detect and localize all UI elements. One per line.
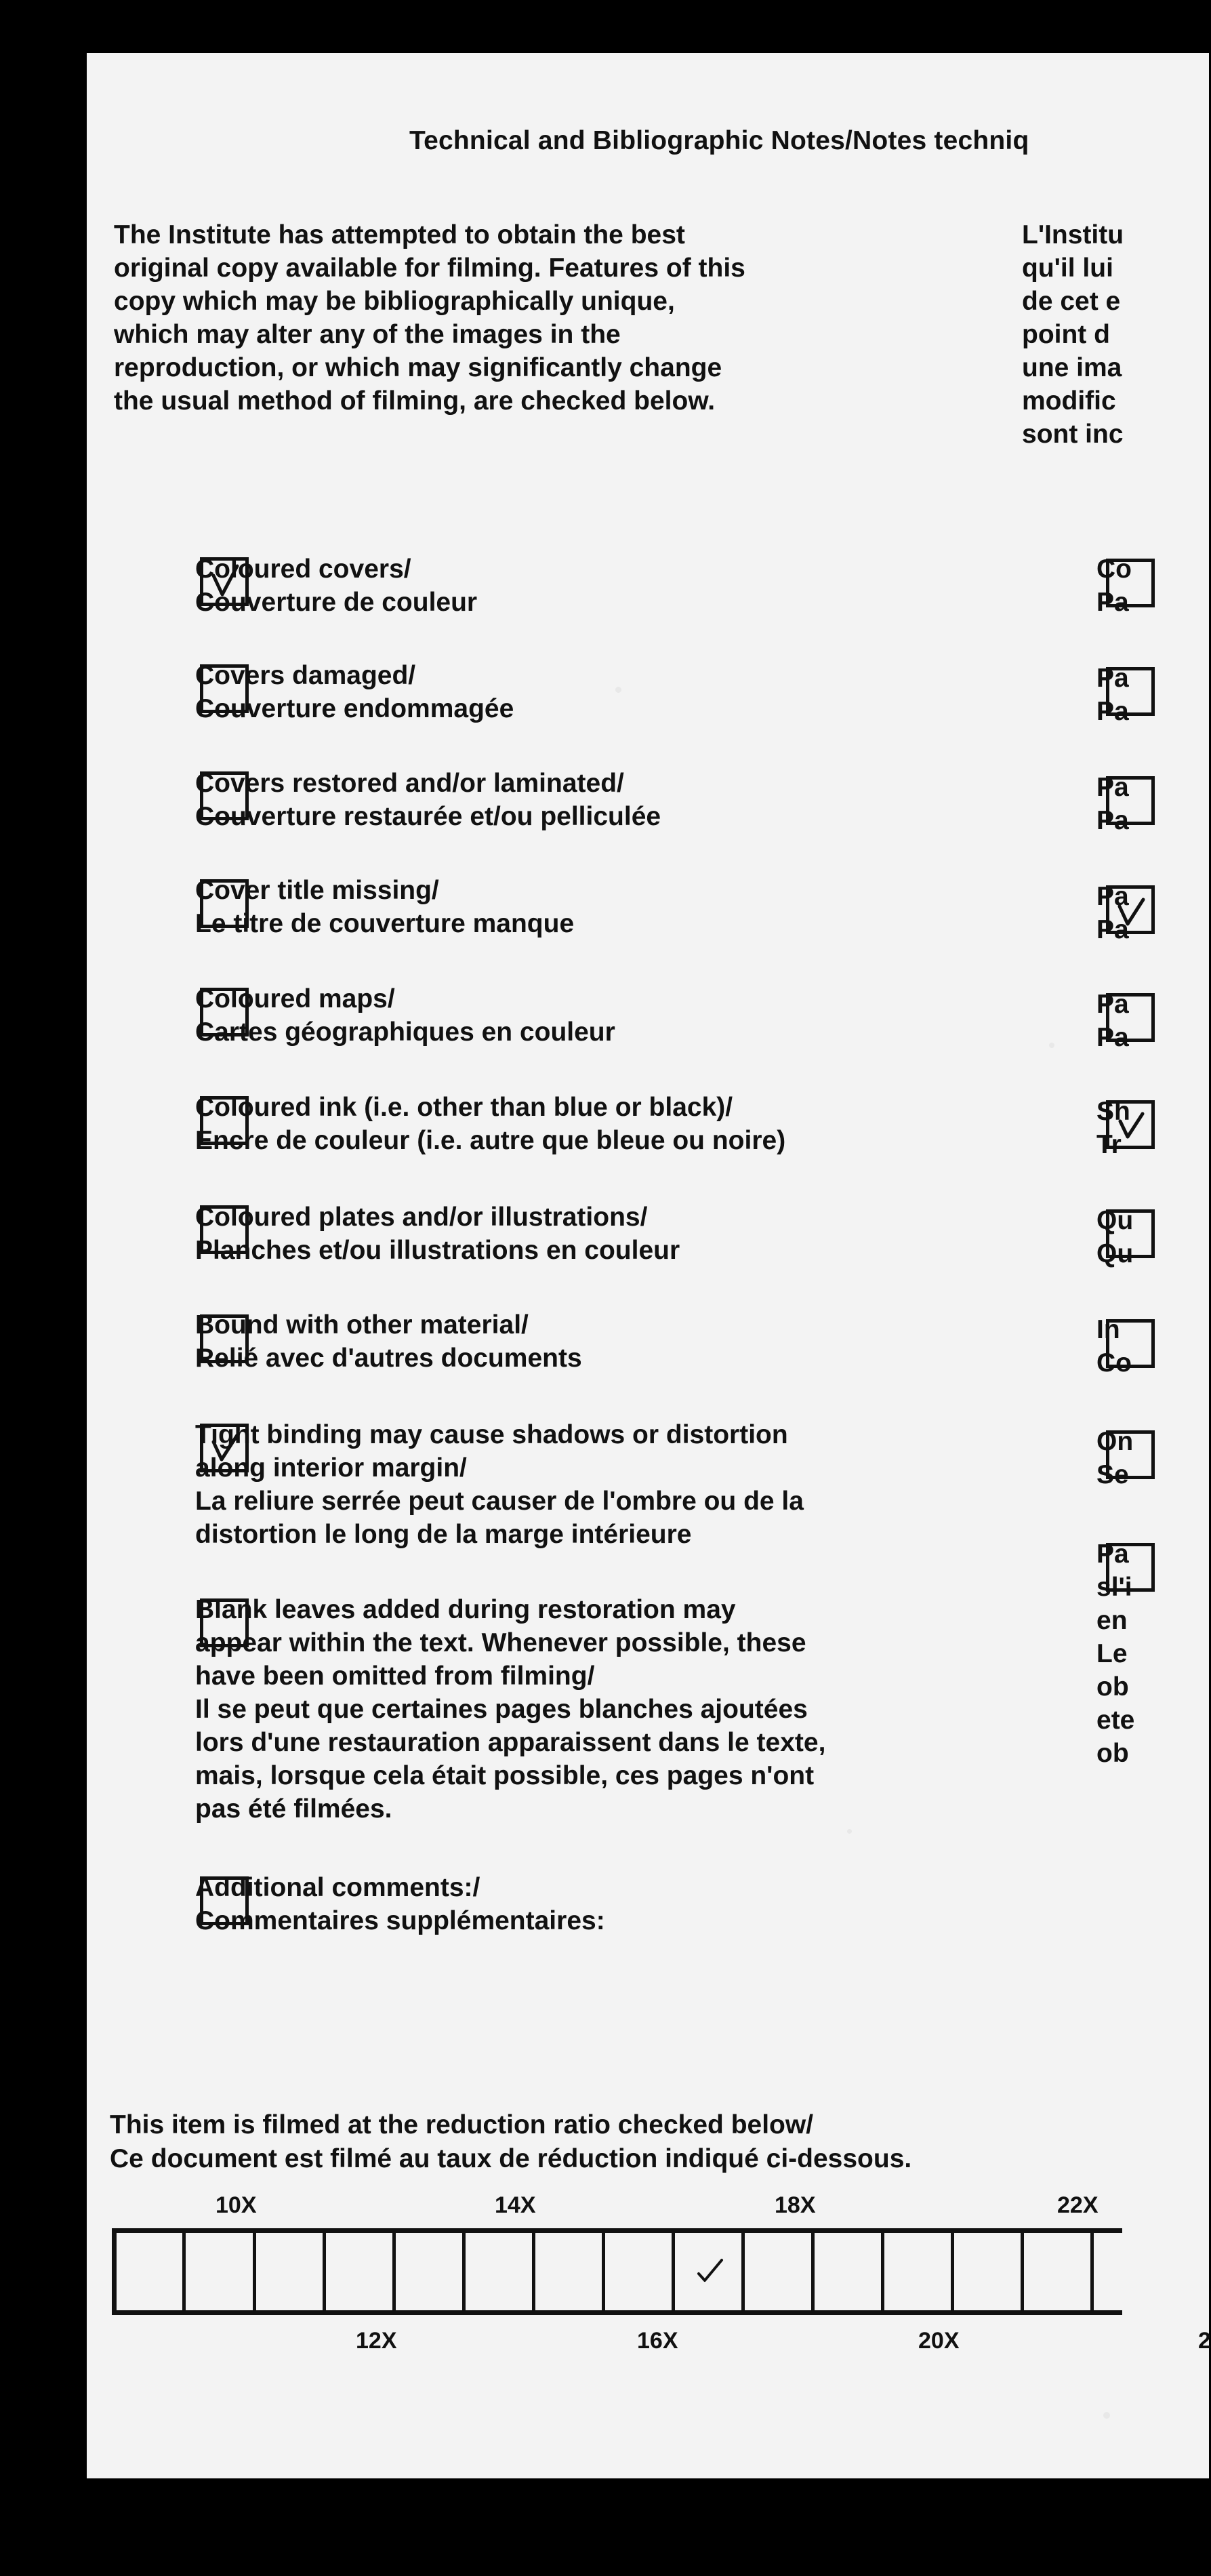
ratio-box-20x[interactable] [815,2233,884,2310]
right-item-label-line: Le [1096,1639,1128,1668]
right-intro-line: qu'il lui [1022,254,1113,283]
reduction-note-line: This item is filmed at the reduction ratio checked below/ [110,2110,814,2139]
right-item-label-line: Pa [1096,915,1129,944]
right-item-5-label [1096,988,1191,1054]
item-label-line: Coloured covers/ [195,555,411,584]
ratio-box[interactable] [187,2233,256,2310]
ratio-box[interactable] [327,2233,396,2310]
right-intro-line: de cet e [1022,287,1121,316]
right-intro-line: sont inc [1022,420,1124,449]
scale-label-22x: 22X [1057,2192,1099,2218]
item-label-line: appear within the text. Whenever possible, these [195,1628,806,1657]
right-item-2-label [1096,662,1191,728]
item-label-line: Coloured ink (i.e. other than blue or black)/ [195,1093,733,1122]
ratio-box-12x[interactable] [257,2233,326,2310]
right-item-label-line: Co [1096,1348,1132,1377]
right-item-label-line: On [1096,1427,1134,1456]
right-item-9-label [1096,1425,1191,1491]
right-item-label-line: Pa [1096,990,1129,1019]
item-label-line: along interior margin/ [195,1453,467,1483]
item-additional-comments-label [195,1871,995,1937]
intro-line: which may alter any of the images in the [114,320,621,349]
item-tight-binding-label [195,1418,995,1551]
right-item-4-label [1096,880,1191,946]
right-item-label-line: Tr [1096,1130,1122,1159]
item-blank-leaves-label [195,1593,995,1826]
right-item-label-line: Qu [1096,1239,1134,1268]
item-covers-restored-label [195,767,995,833]
ratio-box[interactable] [885,2233,954,2310]
scale-label-10x: 10X [215,2192,257,2218]
item-bound-with-other-material-label [195,1308,995,1375]
item-label-line: mais, lorsque cela était possible, ces pages n'ont [195,1761,815,1790]
scale-label-14x: 14X [495,2192,536,2218]
item-label-line: Coloured plates and/or illustrations/ [195,1203,648,1232]
right-item-label-line: ob [1096,1672,1129,1702]
right-item-label-line: In [1096,1315,1120,1344]
reduction-note-line: Ce document est filmé au taux de réduction indiqué ci-dessous. [110,2144,912,2173]
right-item-label-line: Pa [1096,697,1129,726]
item-cover-title-missing-label [195,874,995,940]
truncated-french-intro [1022,218,1124,451]
scale-label-12x: 12X [356,2328,397,2354]
right-item-label-line: ete [1096,1706,1135,1735]
right-item-8-label [1096,1313,1191,1380]
right-item-label-line: Pa [1096,1539,1129,1569]
checkmark-icon [694,2257,726,2285]
scale-label-truncated: 2 [1198,2328,1211,2354]
item-label-line: Coloured maps/ [195,984,395,1013]
item-label-line: distortion le long de la marge intérieure [195,1520,692,1549]
right-item-label-line: Qu [1096,1206,1134,1235]
item-coloured-plates-label [195,1201,995,1267]
item-label-line: Blank leaves added during restoration may [195,1595,736,1624]
ratio-box-16x[interactable] [536,2233,605,2310]
item-label-line: Couverture restaurée et/ou pelliculée [195,802,661,831]
item-coloured-covers-label [195,552,995,619]
item-label-line: Cover title missing/ [195,876,439,905]
institute-intro [114,218,859,418]
item-label-line: Relié avec d'autres documents [195,1344,582,1373]
item-label-line: Commentaires supplémentaires: [195,1906,605,1935]
intro-line: original copy available for filming. Features of this [114,254,745,283]
ratio-box-22x[interactable] [955,2233,1024,2310]
ratio-box-10x[interactable] [117,2233,186,2310]
reduction-ratio-note [110,2108,911,2176]
item-label-line: Covers damaged/ [195,661,416,690]
page-title: Technical and Bibliographic Notes/Notes techniq [409,126,1029,155]
right-item-7-label [1096,1204,1191,1270]
right-item-label-line: Pa [1096,1023,1129,1052]
item-label-line: Couverture de couleur [195,588,478,617]
right-item-label-line: sl'i [1096,1573,1132,1602]
right-item-label-line: Pa [1096,806,1129,835]
item-covers-damaged-label [195,659,995,725]
paper-fleck [1049,1043,1054,1048]
ratio-box[interactable] [1094,2233,1127,2310]
item-label-line: Couverture endommagée [195,694,514,723]
ratio-box-14x[interactable] [396,2233,466,2310]
item-label-line: La reliure serrée peut causer de l'ombre ou de la [195,1487,804,1516]
item-label-line: Tight binding may cause shadows or distortion [195,1420,788,1449]
right-item-10-label [1096,1537,1191,1770]
item-label-line: Bound with other material/ [195,1310,529,1340]
intro-line: reproduction, or which may significantly change [114,353,722,382]
right-item-label-line: Pa [1096,773,1129,802]
item-coloured-maps-label [195,982,995,1049]
right-item-label-line: Se [1096,1460,1129,1489]
right-intro-line: une ima [1022,353,1122,382]
item-label-line: Additional comments:/ [195,1873,480,1902]
right-item-6-label [1096,1095,1191,1161]
right-item-label-line: Pa [1096,664,1129,693]
item-coloured-ink-label [195,1091,995,1157]
right-item-label-line: Pa [1096,882,1129,911]
paper-fleck [1103,2412,1110,2419]
ratio-box-18x[interactable] [676,2233,745,2310]
item-label-line: Planches et/ou illustrations en couleur [195,1236,680,1265]
reduction-ratio-scale [112,2228,1122,2315]
item-label-line: Le titre de couverture manque [195,909,575,938]
ratio-box[interactable] [1025,2233,1094,2310]
right-item-3-label [1096,771,1191,837]
ratio-box[interactable] [466,2233,535,2310]
item-label-line: Covers restored and/or laminated/ [195,769,624,798]
right-item-label-line: Co [1096,555,1132,584]
item-label-line: have been omitted from filming/ [195,1662,595,1691]
right-item-1-label [1096,552,1191,619]
item-label-line: pas été filmées. [195,1794,392,1824]
scale-label-20x: 20X [918,2328,960,2354]
item-label-line: Encre de couleur (i.e. autre que bleue ou noire) [195,1126,786,1155]
paper-fleck [847,1829,852,1834]
right-item-label-line: ob [1096,1739,1129,1768]
intro-line: The Institute has attempted to obtain the best [114,220,685,249]
right-intro-line: point d [1022,320,1110,349]
right-intro-line: L'Institu [1022,220,1124,249]
scale-label-16x: 16X [637,2328,678,2354]
right-item-label-line: Sh [1096,1097,1130,1126]
right-item-label-line: Pa [1096,588,1129,617]
ratio-box[interactable] [745,2233,815,2310]
scale-label-18x: 18X [775,2192,816,2218]
item-label-line: lors d'une restauration apparaissent dans le texte, [195,1728,826,1757]
ratio-box[interactable] [606,2233,675,2310]
intro-line: copy which may be bibliographically unique, [114,287,675,316]
right-intro-line: modific [1022,386,1116,416]
intro-line: the usual method of filming, are checked below. [114,386,716,416]
item-label-line: Il se peut que certaines pages blanches ajoutées [195,1695,808,1724]
right-item-label-line: en [1096,1606,1128,1635]
item-label-line: Cartes géographiques en couleur [195,1018,615,1047]
